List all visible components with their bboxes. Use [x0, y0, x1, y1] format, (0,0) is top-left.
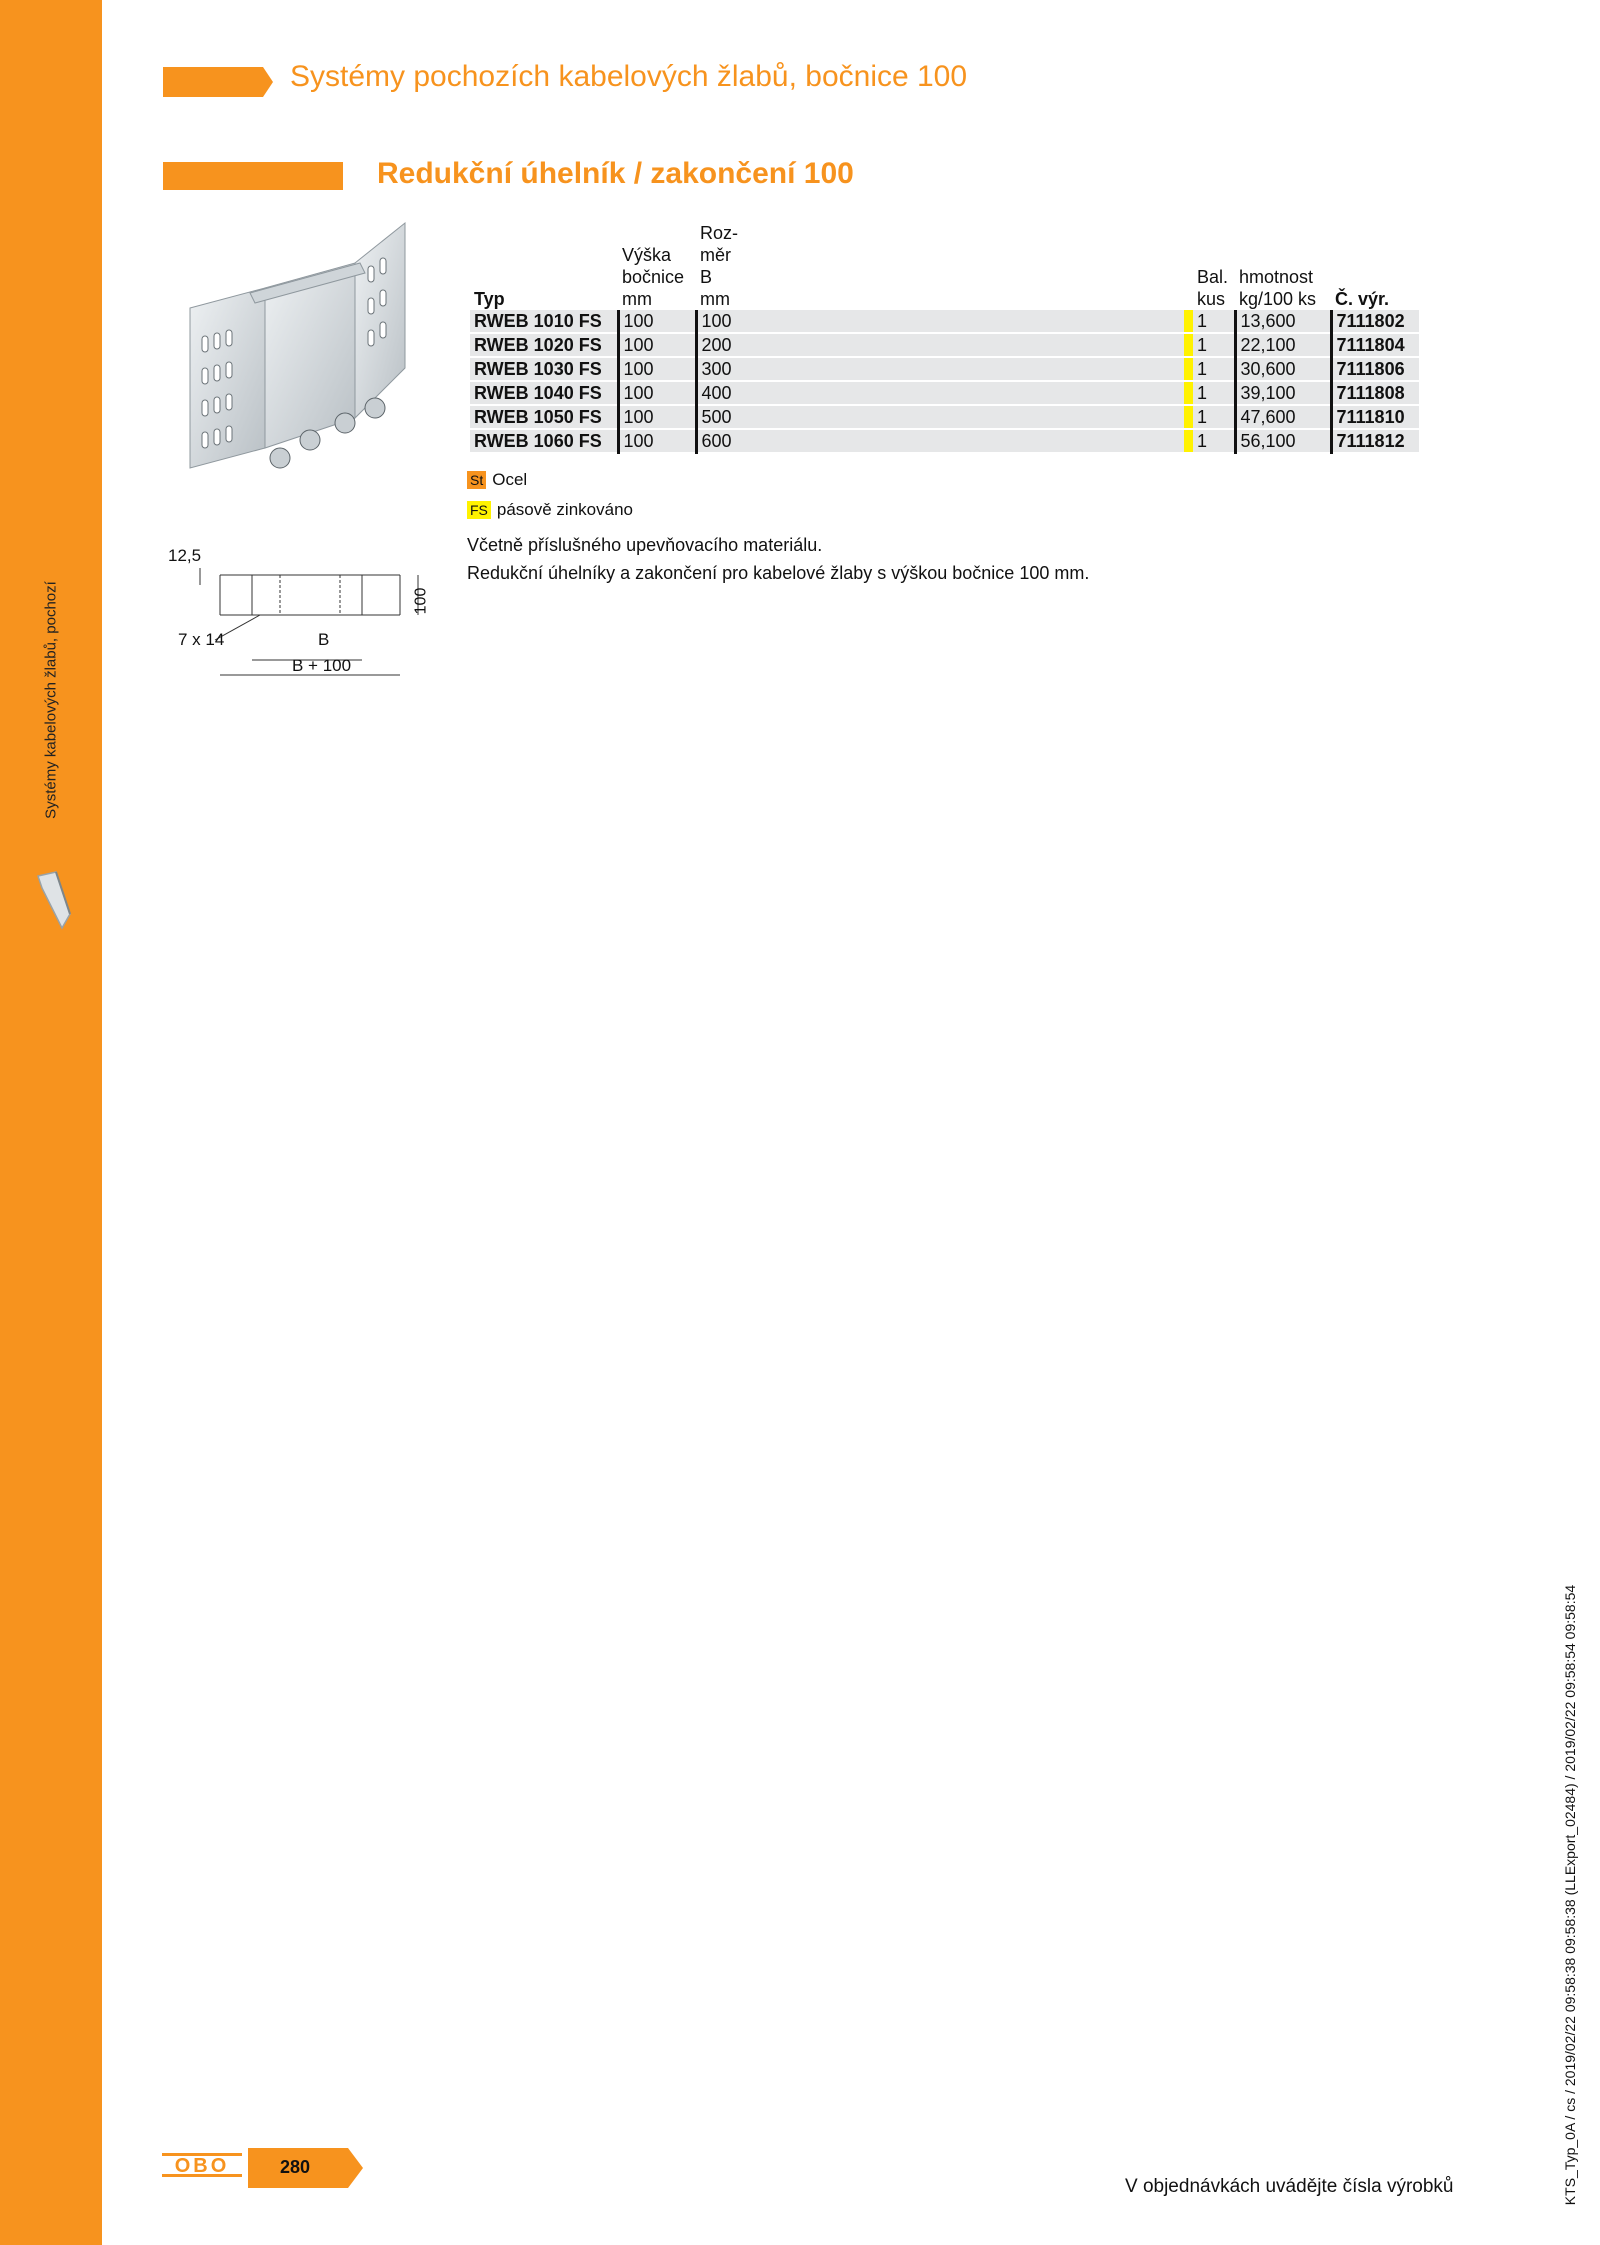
cell-hmotnost: 47,600: [1235, 405, 1331, 429]
page-title: Systémy pochozích kabelových žlabů, bočnice 100: [290, 60, 968, 93]
cell-b: 500: [696, 405, 1184, 429]
dim-b: B: [318, 630, 330, 649]
cell-typ: RWEB 1020 FS: [470, 333, 618, 357]
cell-vyska: 100: [618, 381, 696, 405]
cell-bal: 1: [1193, 357, 1235, 381]
col-indicator: [1184, 222, 1193, 310]
legend-item-material: [467, 470, 527, 490]
cell-typ: RWEB 1010 FS: [470, 310, 618, 333]
cell-bal: 1: [1193, 333, 1235, 357]
section-bar: [163, 162, 343, 190]
material-label: Ocel: [492, 470, 528, 489]
table-row: [470, 357, 1419, 381]
cell-vyska: 100: [618, 357, 696, 381]
col-cislo: Č. výr.: [1335, 289, 1390, 309]
cell-typ: RWEB 1030 FS: [470, 357, 618, 381]
cell-vyska: 100: [618, 310, 696, 333]
col-typ: Typ: [474, 289, 505, 309]
cell-typ: RWEB 1040 FS: [470, 381, 618, 405]
fs-indicator: [1184, 405, 1193, 429]
sidebar-label: Systémy kabelových žlabů, pochozí: [42, 581, 60, 819]
cell-bal: 1: [1193, 381, 1235, 405]
cell-b: 600: [696, 429, 1184, 453]
cell-b: 300: [696, 357, 1184, 381]
dim-top: 12,5: [168, 546, 202, 565]
table-row: [470, 333, 1419, 357]
orange-sidebar: [0, 0, 102, 2245]
fs-indicator: [1184, 381, 1193, 405]
col-rozmer: Roz- měr B mm: [700, 223, 739, 309]
cell-typ: RWEB 1060 FS: [470, 429, 618, 453]
product-table: [470, 222, 1419, 454]
page-number: 280: [280, 2157, 311, 2177]
table-row: [470, 310, 1419, 333]
fs-indicator: [1184, 333, 1193, 357]
cell-typ: RWEB 1050 FS: [470, 405, 618, 429]
export-metadata: KTS_Typ_0A / cs / 2019/02/22 09:58:38 09:58:38 (LLExport_02484) / 2019/02/22 09:58:54 09:58:54: [1562, 1584, 1578, 2206]
cell-vyska: 100: [618, 333, 696, 357]
footer-note: V objednávkách uvádějte čísla výrobků: [1125, 2176, 1454, 2197]
cell-cislo: 7111808: [1331, 381, 1419, 405]
cell-b: 400: [696, 381, 1184, 405]
fs-indicator: [1184, 310, 1193, 333]
cell-cislo: 7111806: [1331, 357, 1419, 381]
cell-b: 200: [696, 333, 1184, 357]
header-arrow-bar: [163, 67, 273, 97]
table-row: [470, 405, 1419, 429]
cell-b: 100: [696, 310, 1184, 333]
fs-indicator: [1184, 357, 1193, 381]
cell-vyska: 100: [618, 405, 696, 429]
cell-hmotnost: 22,100: [1235, 333, 1331, 357]
table-row: [470, 429, 1419, 453]
dim-holes: 7 x 14: [178, 630, 225, 649]
cell-hmotnost: 30,600: [1235, 357, 1331, 381]
dim-height: 100: [412, 587, 430, 615]
cell-hmotnost: 13,600: [1235, 310, 1331, 333]
cell-hmotnost: 56,100: [1235, 429, 1331, 453]
col-hmotnost: hmotnost kg/100 ks: [1239, 267, 1317, 309]
material-tag: St: [467, 471, 486, 489]
col-bal: Bal. kus: [1197, 267, 1229, 309]
finish-label: pásově zinkováno: [496, 500, 633, 519]
cell-vyska: 100: [618, 429, 696, 453]
product-photo: [180, 218, 430, 478]
cell-cislo: 7111802: [1331, 310, 1419, 333]
section-title: Redukční úhelník / zakončení 100: [377, 157, 854, 190]
cell-bal: 1: [1193, 405, 1235, 429]
description-line: Včetně příslušného upevňovacího materiálu.: [467, 535, 823, 555]
dim-b-plus-100: B + 100: [292, 656, 352, 675]
cell-cislo: 7111804: [1331, 333, 1419, 357]
finish-tag: FS: [467, 501, 491, 519]
cell-cislo: 7111810: [1331, 405, 1419, 429]
obo-logo: [162, 2150, 242, 2180]
description-line: Redukční úhelníky a zakončení pro kabelové žlaby s výškou bočnice 100 mm.: [467, 563, 1090, 583]
fs-indicator: [1184, 429, 1193, 453]
cell-hmotnost: 39,100: [1235, 381, 1331, 405]
col-vyska: Výška bočnice mm: [622, 245, 685, 309]
cable-tray-icon: [34, 870, 74, 930]
table-row: [470, 381, 1419, 405]
legend-item-finish: [467, 500, 633, 520]
cell-cislo: 7111812: [1331, 429, 1419, 453]
svg-text:OBO: OBO: [174, 2155, 230, 2177]
cell-bal: 1: [1193, 429, 1235, 453]
cell-bal: 1: [1193, 310, 1235, 333]
